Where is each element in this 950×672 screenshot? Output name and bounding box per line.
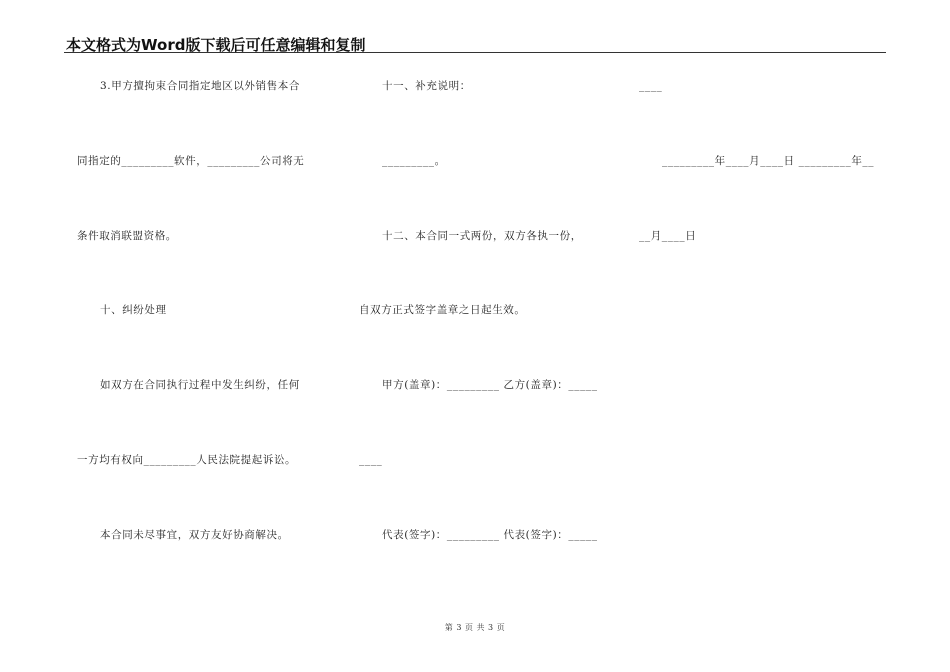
header-divider: [64, 52, 886, 53]
col3-line-3: __月____日: [639, 230, 697, 242]
col2-line-7: 代表(签字)：_________ 代表(签字)：_____: [382, 529, 598, 541]
col2-line-2: _________。: [382, 155, 446, 167]
col2-line-4: 自双方正式签字盖章之日起生效。: [359, 304, 526, 316]
col1-line-1: 3.甲方擅拘束合同指定地区以外销售本合: [100, 80, 300, 92]
col1-line-7: 本合同未尽事宜，双方友好协商解决。: [100, 529, 289, 541]
page-number-footer: 第 3 页 共 3 页: [444, 623, 506, 632]
col1-line-5: 如双方在合同执行过程中发生纠纷，任何: [100, 379, 300, 391]
col1-line-6: 一方均有权向_________人民法院提起诉讼。: [77, 454, 297, 466]
col1-line-3: 条件取消联盟资格。: [77, 230, 177, 242]
col3-line-2: _________年____月____日 _________年__: [662, 155, 875, 167]
col2-line-1: 十一、补充说明：: [382, 80, 471, 92]
col2-line-5: 甲方(盖章)：_________ 乙方(盖章)：_____: [382, 379, 598, 391]
col3-line-1: ____: [639, 80, 663, 92]
document-header-title: 本文格式为Word版下载后可任意编辑和复制: [66, 36, 366, 54]
col2-line-3: 十二、本合同一式两份，双方各执一份，: [382, 230, 582, 242]
col1-line-4: 十、纠纷处理: [100, 304, 167, 316]
col2-line-6: ____: [359, 454, 383, 466]
col1-line-2: 同指定的_________软件，_________公司将无: [77, 155, 305, 167]
